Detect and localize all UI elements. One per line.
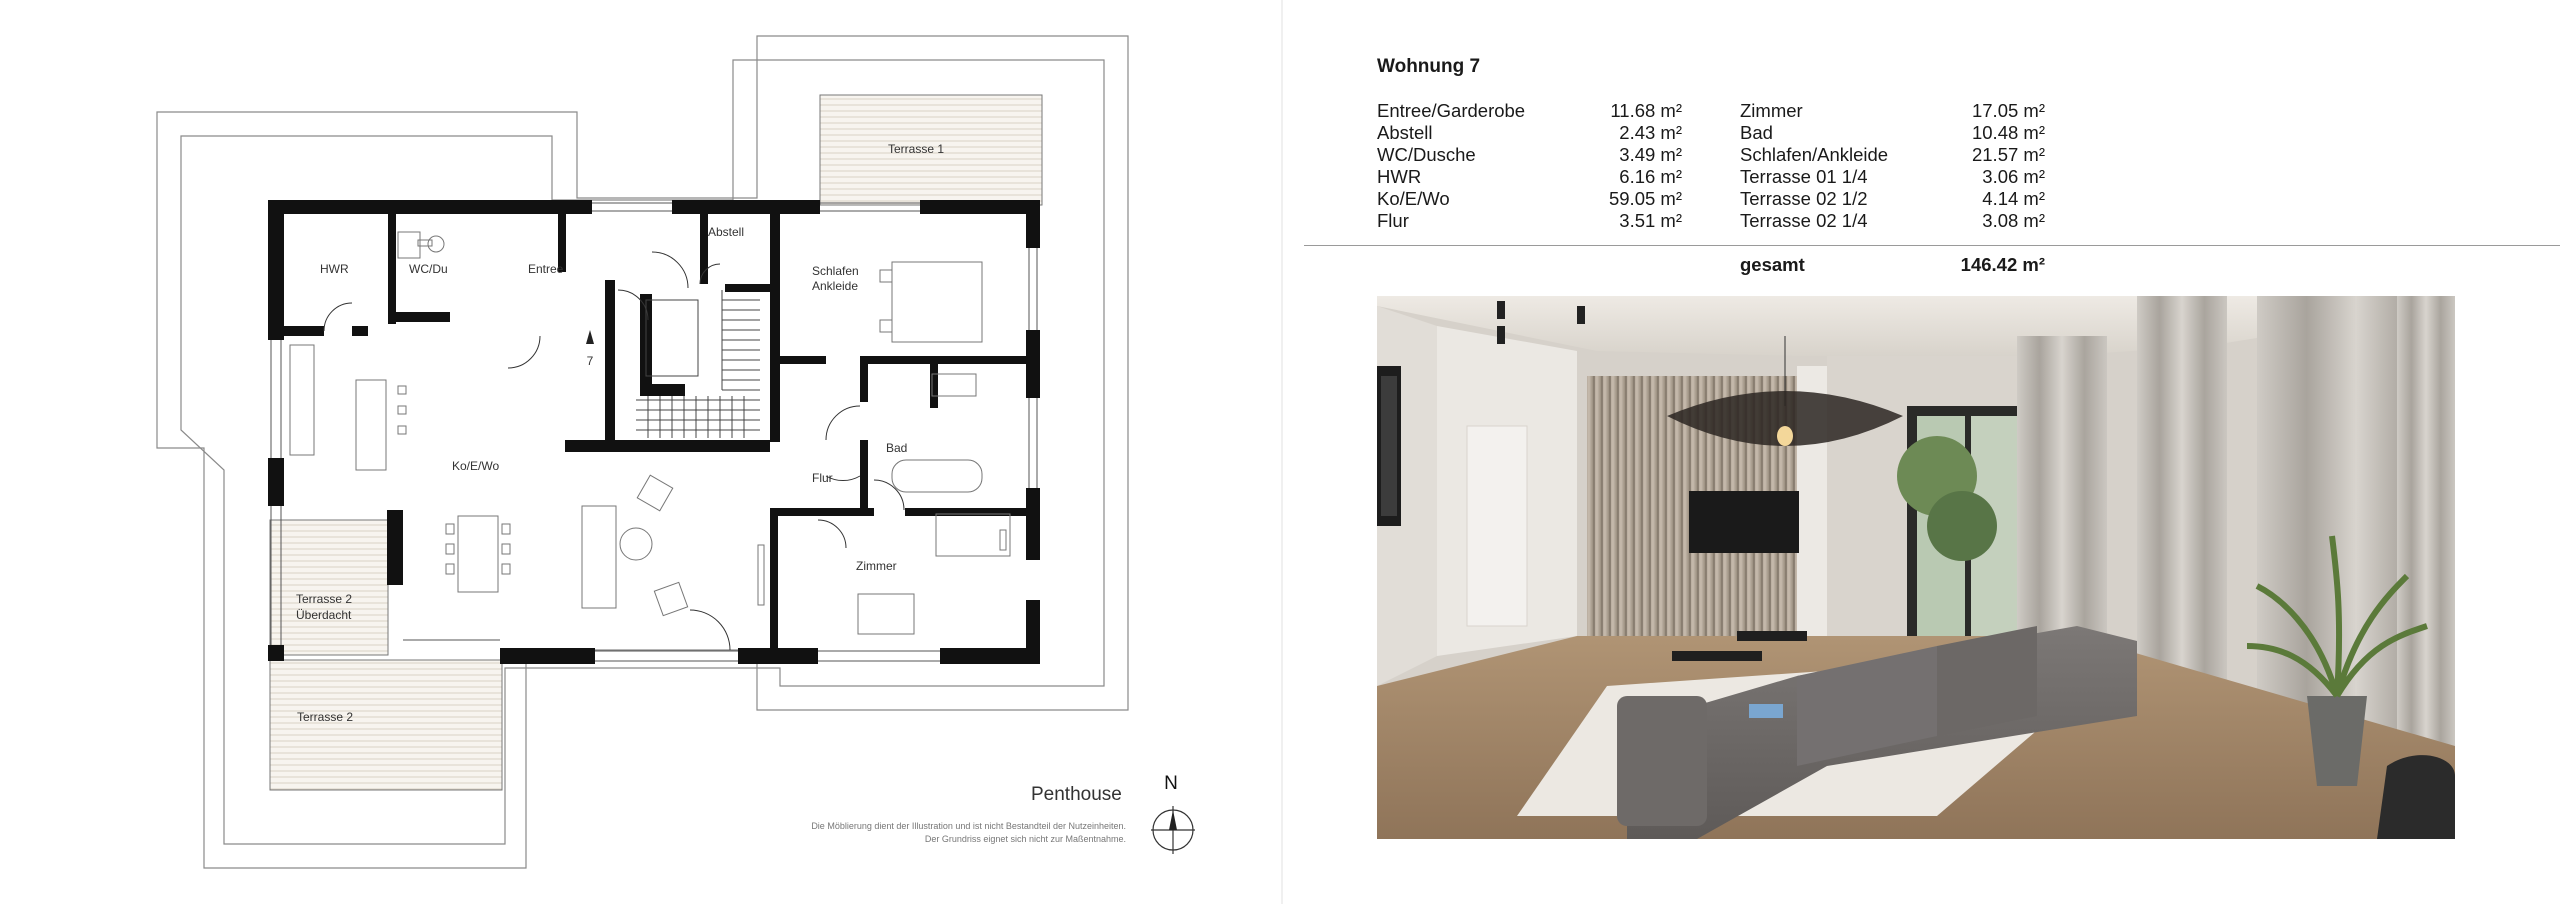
list-item [1740, 144, 2045, 166]
list-item [1740, 122, 2045, 144]
entrance-arrow-icon [586, 330, 594, 344]
label-kowo: Ko/E/Wo [452, 459, 500, 473]
divider [1304, 245, 2560, 246]
room-name: Zimmer [1740, 100, 1803, 121]
list-item [1740, 188, 2045, 210]
room-area: 59.05 m² [1608, 188, 1682, 209]
list-item [1377, 122, 1682, 144]
disclaimer-line-1: Die Möblierung dient der Illustration und ist nicht Bestandteil der Nutzeinheiten. [811, 821, 1126, 831]
total-value: 146.42 m² [1960, 254, 2045, 275]
room-area: 3.06 m² [1982, 166, 2045, 187]
list-item [1377, 166, 1682, 188]
label-zimmer: Zimmer [856, 559, 897, 573]
list-item [1377, 144, 1682, 166]
room-area: 10.48 m² [1971, 122, 2045, 143]
label-terrasse2u-1: Terrasse 2 [296, 592, 353, 606]
label-wc: WC/Du [409, 262, 448, 276]
staircase [636, 290, 760, 438]
room-area: 3.08 m² [1982, 210, 2045, 231]
label-terrasse1: Terrasse 1 [887, 142, 945, 156]
room-area: 21.57 m² [1971, 144, 2045, 165]
room-area: 3.49 m² [1619, 144, 1682, 165]
room-name: Terrasse 02 1/4 [1740, 210, 1868, 231]
area-table-left [1377, 100, 1682, 232]
list-item [1377, 188, 1682, 210]
room-area: 6.16 m² [1619, 166, 1682, 187]
list-item [1740, 100, 2045, 122]
label-bad: Bad [886, 441, 908, 455]
level-name: Penthouse [1031, 784, 1122, 805]
room-name: Schlafen/Ankleide [1740, 144, 1889, 165]
room-name: WC/Dusche [1377, 144, 1476, 165]
disclaimer [760, 820, 1126, 846]
room-area: 3.51 m² [1619, 210, 1682, 231]
label-schlafen: Schlafen [812, 264, 859, 278]
label-terrasse2: Terrasse 2 [297, 710, 354, 724]
label-entree: Entree [528, 262, 564, 276]
room-area: 4.14 m² [1982, 188, 2045, 209]
terrasse-2 [270, 660, 502, 790]
room-area: 11.68 m² [1610, 100, 1682, 121]
room-area: 17.05 m² [1971, 100, 2045, 121]
label-ankleide: Ankleide [812, 279, 859, 293]
room-name: Ko/E/Wo [1377, 188, 1450, 209]
list-item [1377, 210, 1682, 232]
interior-rendering [1377, 296, 2455, 839]
room-area: 2.43 m² [1619, 122, 1682, 143]
total-label: gesamt [1740, 254, 1805, 275]
room-name: Terrasse 01 1/4 [1740, 166, 1868, 187]
label-abstell: Abstell [708, 225, 745, 239]
list-item [1740, 166, 2045, 188]
disclaimer-line-2: Der Grundriss eignet sich nicht zur Maßentnahme. [924, 834, 1126, 844]
terrasse-2-ueberdacht [270, 520, 388, 655]
unit-number: 7 [586, 354, 594, 368]
area-table-right [1740, 100, 2045, 232]
list-item [1377, 100, 1682, 122]
terrasse-1 [820, 95, 1042, 205]
label-flur: Flur [812, 471, 833, 485]
label-terrasse2u-2: Überdacht [296, 608, 352, 622]
north-compass-icon [1151, 773, 1195, 854]
apartment-title: Wohnung 7 [1377, 56, 1481, 77]
room-name: Flur [1377, 210, 1409, 231]
room-name: Entree/Garderobe [1377, 100, 1526, 121]
north-label: N [1164, 773, 1178, 794]
room-name: HWR [1377, 166, 1422, 187]
list-item [1740, 210, 2045, 232]
room-name: Terrasse 02 1/2 [1740, 188, 1868, 209]
room-name: Abstell [1377, 122, 1433, 143]
label-hwr: HWR [320, 262, 349, 276]
room-name: Bad [1740, 122, 1773, 143]
